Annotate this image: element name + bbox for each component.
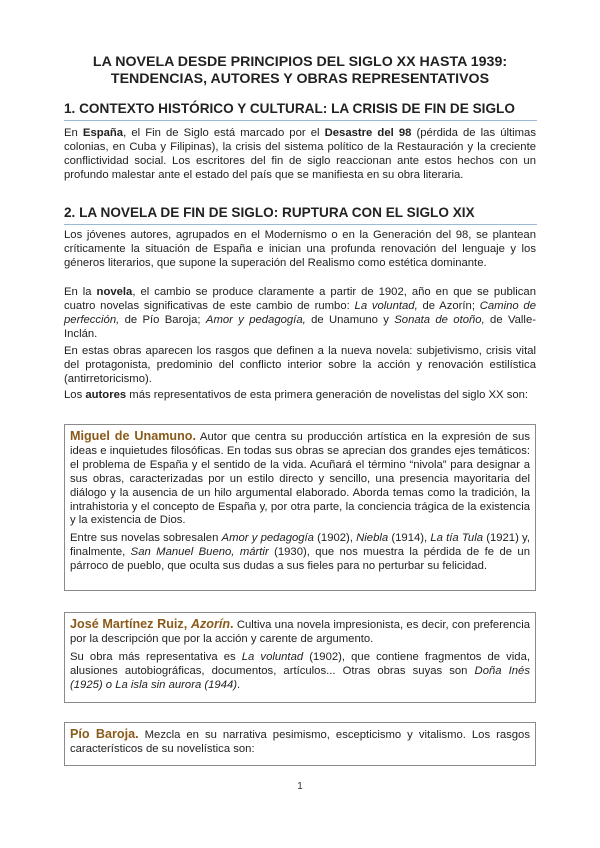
azorin-name: José Martínez Ruiz, Azorín. <box>70 617 234 631</box>
page-number: 1 <box>297 781 303 792</box>
unamuno-paragraph-2: Entre sus novelas sobresalen Amor y pedagogía (1902), Niebla (1914), La tía Tula (1921) y, finalmente, San Manuel Bueno, mártir (1930), que nos muestra la pérdida de fe de un párroco de pueblo, que oculta sus dudas a sus fieles para no perturbar su felicidad. <box>70 532 530 573</box>
section-2-paragraph-2: En la novela, el cambio se produce claramente a partir de 1902, año en que se publican cuatro novelas significativas de este cambio de rumbo: La voluntad, de Azorín; Camino de perfección, de Pío Baroja; Amor y pedagogía, de Unamuno y Sonata de otoño, de Valle-Inclán. <box>64 286 536 340</box>
azorin-box <box>64 612 536 703</box>
azorin-paragraph-1: José Martínez Ruiz, Azorín. Cultiva una novela impresionista, es decir, con preferencia por la descripción que por la acción y carente de argumento. <box>70 617 530 645</box>
section-2-rule <box>64 224 537 225</box>
section-2-paragraph-4: Los autores más representativos de esta primera generación de novelistas del siglo XX son: <box>64 389 529 401</box>
unamuno-name: Miguel de Unamuno. <box>70 429 196 443</box>
unamuno-paragraph-1: Miguel de Unamuno. Autor que centra su producción artística en la expresión de sus ideas e inquietudes filosóficas. En todas sus obras se aprecian dos grandes ejes temáticos: el problema de España y el sentido de la vida. Acuñará el término “nivola” para designar a sus obras, caracterizadas por un estilo directo y sencillo, una presencia mayoritaria del diálogo y la ausencia de un hilo argumental elaborado. Aborda temas como la tradición, la intrahistoria y el concepto de España y, por otra parte, la conciencia trágica de la existencia y la existencia de Dios. <box>70 429 530 527</box>
unamuno-box <box>64 424 536 591</box>
section-1-rule <box>64 120 537 121</box>
section-2-heading: 2. LA NOVELA DE FIN DE SIGLO: RUPTURA CON EL SIGLO XIX <box>64 205 475 220</box>
section-2-paragraph-3: En estas obras aparecen los rasgos que definen a la nueva novela: subjetivismo, crisis vital del protagonista, predominio del conflicto interior sobre la acción y renovación estilística (antirretoricismo). <box>64 345 536 385</box>
section-1-heading: 1. CONTEXTO HISTÓRICO Y CULTURAL: LA CRISIS DE FIN DE SIGLO <box>64 101 515 116</box>
section-1-paragraph: En España, el Fin de Siglo está marcado por el Desastre del 98 (pérdida de las últimas colonias, en Cuba y Filipinas), la crisis del sistema político de la Restauración y la creciente conflictividad social. Los escritores del fin de siglo reaccionan ante estos hechos con un profundo malestar ante el estado del país que se manifiesta en su obra literaria. <box>64 127 536 181</box>
baroja-paragraph-1: Pío Baroja. Mezcla en su narrativa pesimismo, escepticismo y vitalismo. Los rasgos característicos de su novelística son: <box>70 727 530 755</box>
title-line-2: TENDENCIAS, AUTORES Y OBRAS REPRESENTATIVOS <box>110 71 490 87</box>
baroja-box <box>64 722 536 766</box>
azorin-paragraph-2: Su obra más representativa es La voluntad (1902), que contiene fragmentos de vida, alusiones autobiográficas, documentos, artículos... Otras obras suyas son Doña Inés (1925) o La isla sin aurora (1944). <box>70 650 530 691</box>
section-2-paragraph-1: Los jóvenes autores, agrupados en el Modernismo o en la Generación del 98, se plantean críticamente la situación de España e inician una profunda renovación del lenguaje y los géneros literarios, que supone la superación del Realismo como estética dominante. <box>64 229 536 269</box>
baroja-name: Pío Baroja. <box>70 727 139 741</box>
document-title <box>40 54 560 88</box>
title-line-1: LA NOVELA DESDE PRINCIPIOS DEL SIGLO XX HASTA 1939: <box>92 54 508 70</box>
